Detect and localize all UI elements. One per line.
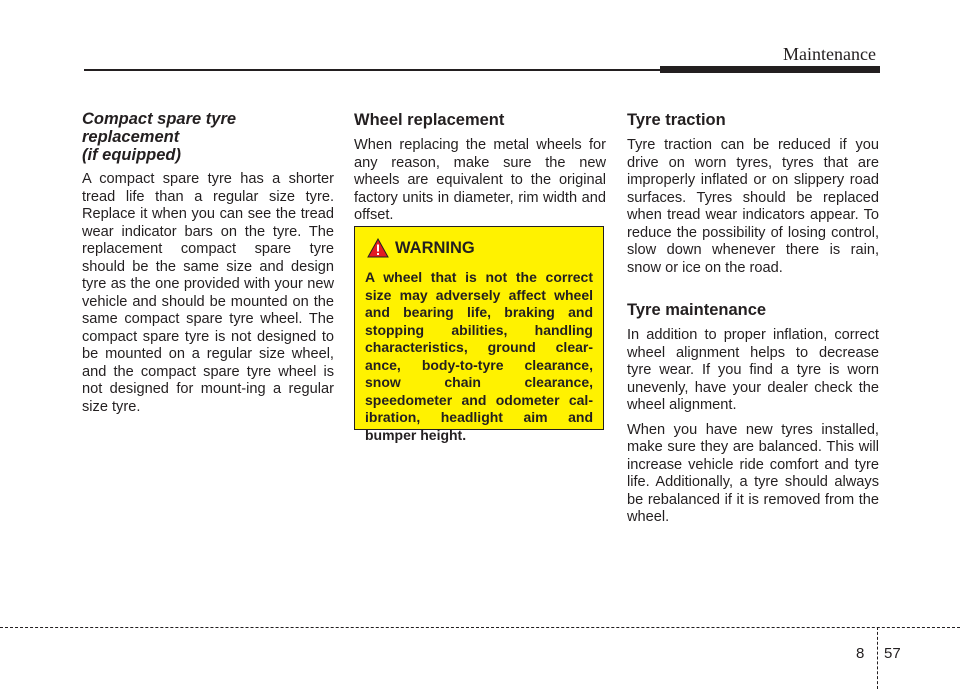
tyre-traction-body: Tyre traction can be reduced if you drive on worn tyres, tyres that are improperly inflated or on slippery road surfaces. Tyres should be replaced when tread wear indicators appear. To reduce the possibility of losing control, slow down whenever there is rain, snow or ice on the road. (627, 137, 879, 276)
wheel-replacement-body: When replacing the metal wheels for any reason, make sure the new wheels are equivalent to the original factory units in diameter, rim width and offset. (354, 137, 606, 223)
compact-spare-heading (82, 110, 334, 164)
column-tyre-traction (627, 110, 879, 534)
section-title: Maintenance (783, 44, 876, 64)
tyre-maintenance-body-1: In addition to proper inflation, correct wheel alignment helps to decrease tyre wear. If you find a tyre is worn unevenly, have your dealer check the wheel alignment. (627, 327, 879, 413)
warning-body: A wheel that is not the correct size may adversely affect wheel and bearing life, braking and stopping abilities, handling characteristics, ground clear-ance, body-to-tyre clearance, snow chain clearance, speedometer and odometer cal-ibration, headlight aim and bumper height. (365, 269, 593, 443)
tyre-traction-heading: Tyre traction (627, 111, 726, 129)
tyre-maintenance-heading: Tyre maintenance (627, 301, 767, 319)
footer-divider (0, 627, 960, 628)
column-wheel-replacement (354, 110, 606, 232)
warning-header (365, 237, 593, 259)
header-bar (660, 66, 880, 73)
tyre-maintenance-body-2: When you have new tyres installed, make sure they are balanced. This will increase vehicle ride comfort and tyre life. Additionally, a tyre should always be rebalanced if it is removed from the wheel. (627, 421, 879, 525)
compact-spare-heading-line1: Compact spare tyre replacement (82, 110, 237, 146)
warning-title: WARNING (395, 238, 475, 257)
footer-vertical-divider (877, 627, 878, 689)
compact-spare-body: A compact spare tyre has a shorter tread life than a regular size tyre. Replace it when you can see the tread wear indicator bars on the tyre. The replacement compact spare tyre should be the same size and design tyre as the one provided with your new vehicle and should be mounted on the same compact spare tyre wheel. The compact spare tyre is not designed to be mounted on a regular size wheel, and the compact spare tyre wheel is not designed for mount-ing a regular size tyre. (82, 171, 334, 415)
wheel-replacement-heading: Wheel replacement (354, 111, 505, 129)
chapter-number: 8 (856, 645, 865, 662)
column-compact-spare (82, 110, 334, 423)
header-rule (84, 69, 660, 71)
compact-spare-heading-line2: (if equipped) (82, 146, 181, 164)
warning-triangle-icon (367, 238, 389, 258)
page-number: 57 (884, 645, 901, 662)
warning-box (354, 226, 604, 443)
